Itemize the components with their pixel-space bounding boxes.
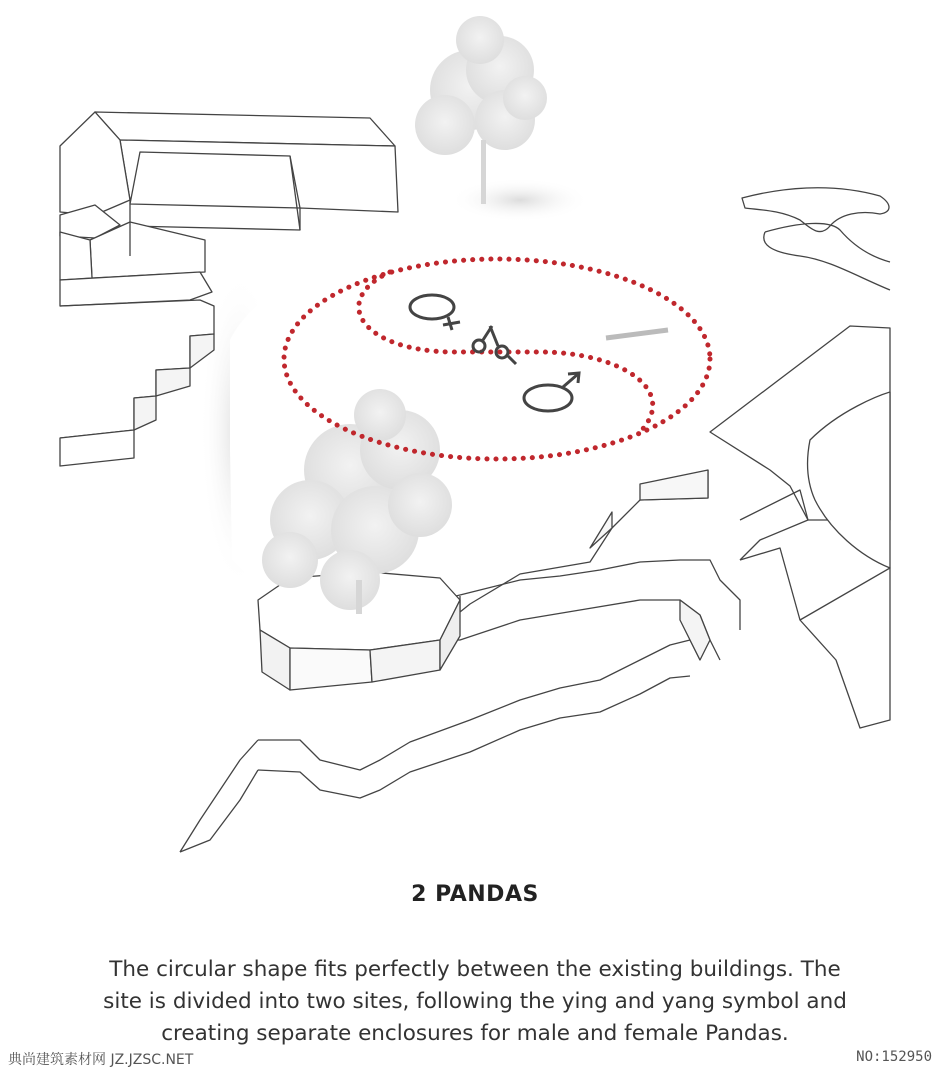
watermark-number: NO:152950 [856,1049,932,1065]
tree-top [415,16,547,204]
terrace-left-stepped [60,300,214,466]
watermark-site: 典尚建筑素材网 JZ.JZSC.NET [8,1052,194,1068]
description-line-1: The circular shape fits perfectly between the existing buildings. The [109,957,841,982]
description-line-2: site is divided into two sites, following the ying and yang symbol and [103,989,847,1014]
diagram-title: 2 PANDAS [411,882,539,907]
description-line-3: creating separate enclosures for male and female Pandas. [161,1021,789,1046]
building-right [710,326,890,728]
diagram-description [60,954,890,1050]
shadow-top-tree [450,178,590,222]
building-top-left [60,112,398,230]
roads-right [742,188,890,290]
